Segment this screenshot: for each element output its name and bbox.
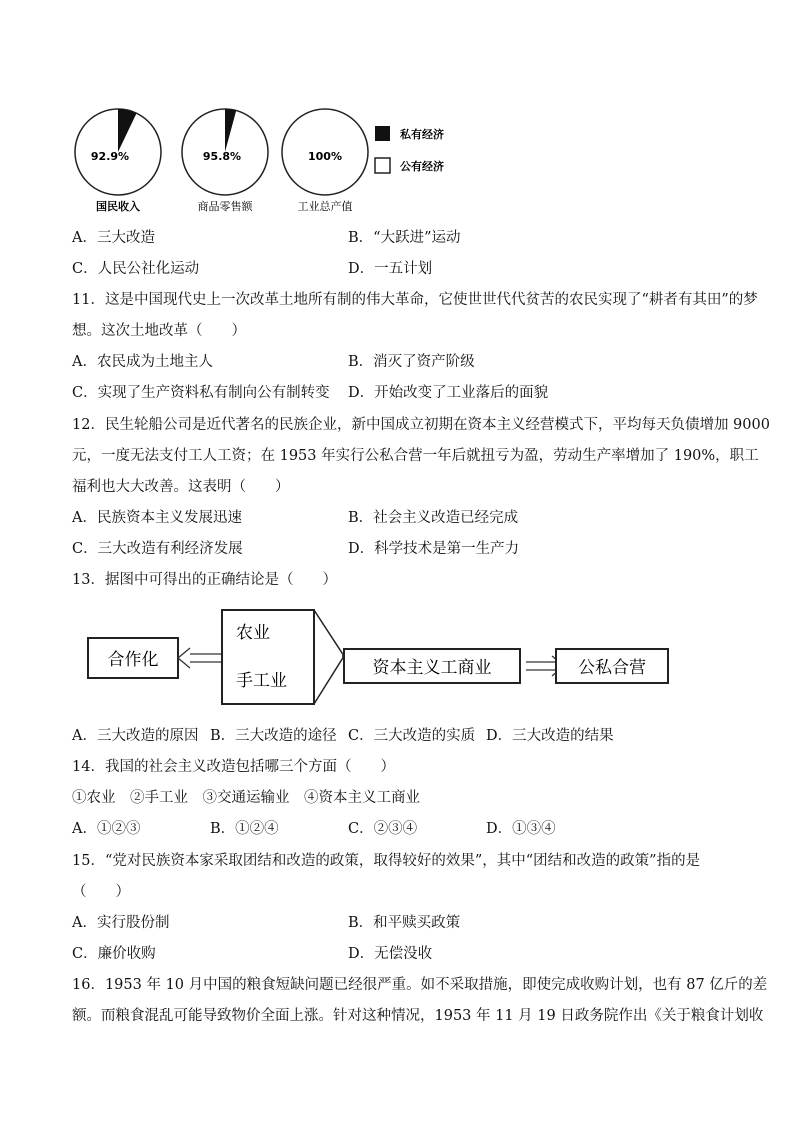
q11-option-b[interactable]: B．消灭了资产阶级	[348, 354, 475, 370]
legend-label-private: 私有经济	[400, 128, 444, 141]
pie-national-income	[75, 109, 161, 213]
pie-value-label: 100%	[308, 150, 342, 163]
q11-stem-line2: 想。这次土地改革（ ）	[72, 323, 246, 339]
q15-option-a[interactable]: A．实行股份制	[72, 915, 170, 931]
q12-option-d[interactable]: D．科学技术是第一生产力	[348, 541, 520, 557]
legend-swatch-public	[375, 158, 390, 173]
q14-option-b[interactable]: B．①②④	[210, 821, 279, 837]
q10-option-b[interactable]: B．“大跃进”运动	[348, 230, 461, 246]
q15-option-b[interactable]: B．和平赎买政策	[348, 915, 461, 931]
q10-option-a[interactable]: A．三大改造	[72, 230, 155, 246]
double-arrow-left	[178, 648, 222, 668]
q16-stem-line2: 额。而粮食混乱可能导致物价全面上涨。针对这种情况，1953 年 11 月 19 日政务院作出《关于粮食计划收	[72, 1008, 764, 1024]
chevron-shape	[314, 610, 344, 704]
q14-option-c[interactable]: C．②③④	[348, 821, 418, 837]
legend-label-public: 公有经济	[400, 160, 444, 173]
pie-category-label: 国民收入	[96, 200, 140, 213]
pie-value-label: 92.9%	[90, 150, 130, 163]
box-handicraft-label: 手工业	[236, 671, 287, 691]
q13-option-b[interactable]: B．三大改造的途径	[210, 728, 337, 744]
q12-option-c[interactable]: C．三大改造有利经济发展	[72, 541, 243, 557]
q11-stem-line1: 11．这是中国现代史上一次改革土地所有制的伟大革命，它使世世代代贫苦的农民实现了“耕者有其田”的梦	[72, 292, 758, 308]
q11-option-d[interactable]: D．开始改变了工业落后的面貌	[348, 385, 549, 401]
q15-option-c[interactable]: C．廉价收购	[72, 946, 156, 962]
q12-stem-line3: 福利也大大改善。这表明（ ）	[72, 479, 290, 495]
box-agriculture-label: 农业	[236, 623, 270, 643]
q14-items: ①农业 ②手工业 ③交通运输业 ④资本主义工商业	[72, 790, 420, 806]
pie-industrial-output	[282, 109, 368, 213]
q15-stem-line2: （ ）	[72, 884, 130, 900]
q13-stem: 13．据图中可得出的正确结论是（ ）	[72, 572, 337, 588]
q14-option-d[interactable]: D．①③④	[486, 821, 556, 837]
q14-stem: 14．我国的社会主义改造包括哪三个方面（ ）	[72, 759, 395, 775]
q12-option-a[interactable]: A．民族资本主义发展迅速	[72, 510, 242, 526]
q15-option-d[interactable]: D．无偿没收	[348, 946, 433, 962]
box-cooperation-label: 合作化	[107, 650, 159, 670]
q12-stem-line2: 元，一度无法支付工人工资；在 1953 年实行公私合营一年后就扭亏为盈，劳动生产率增加了 190%，职工	[72, 448, 759, 464]
q13-option-d[interactable]: D．三大改造的结果	[486, 728, 614, 744]
pie-value-label: 95.8%	[202, 150, 242, 163]
pie-category-label: 商品零售额	[197, 200, 253, 213]
q10-option-c[interactable]: C．人民公社化运动	[72, 261, 200, 277]
q12-option-b[interactable]: B．社会主义改造已经完成	[348, 510, 519, 526]
q11-option-a[interactable]: A．农民成为土地主人	[72, 354, 213, 370]
q13-option-c[interactable]: C．三大改造的实质	[348, 728, 476, 744]
q14-option-a[interactable]: A．①②③	[72, 821, 141, 837]
q11-option-c[interactable]: C．实现了生产资料私有制向公有制转变	[72, 385, 330, 401]
q10-option-d[interactable]: D．一五计划	[348, 261, 433, 277]
pie-category-label: 工业总产值	[297, 200, 353, 213]
box-capitalist-industry-label: 资本主义工商业	[372, 658, 492, 678]
q12-stem-line1: 12．民生轮船公司是近代著名的民族企业，新中国成立初期在资本主义经营模式下，平均每天负债增加 9000	[72, 417, 770, 433]
q16-stem-line1: 16．1953 年 10 月中国的粮食短缺问题已经很严重。如不采取措施，即使完成收购计划，也有 87 亿斤的差	[72, 977, 768, 993]
q15-stem-line1: 15．“党对民族资本家采取团结和改造的政策，取得较好的效果”，其中“团结和改造的政策”指的是	[72, 853, 701, 869]
box-joint-venture-label: 公私合营	[578, 658, 646, 678]
legend	[375, 126, 444, 173]
economy-pie-figure	[70, 100, 470, 220]
pie-retail-sales	[182, 109, 268, 213]
transformation-flow-diagram	[86, 608, 676, 708]
legend-swatch-private	[375, 126, 390, 141]
q13-option-a[interactable]: A．三大改造的原因	[72, 728, 199, 744]
